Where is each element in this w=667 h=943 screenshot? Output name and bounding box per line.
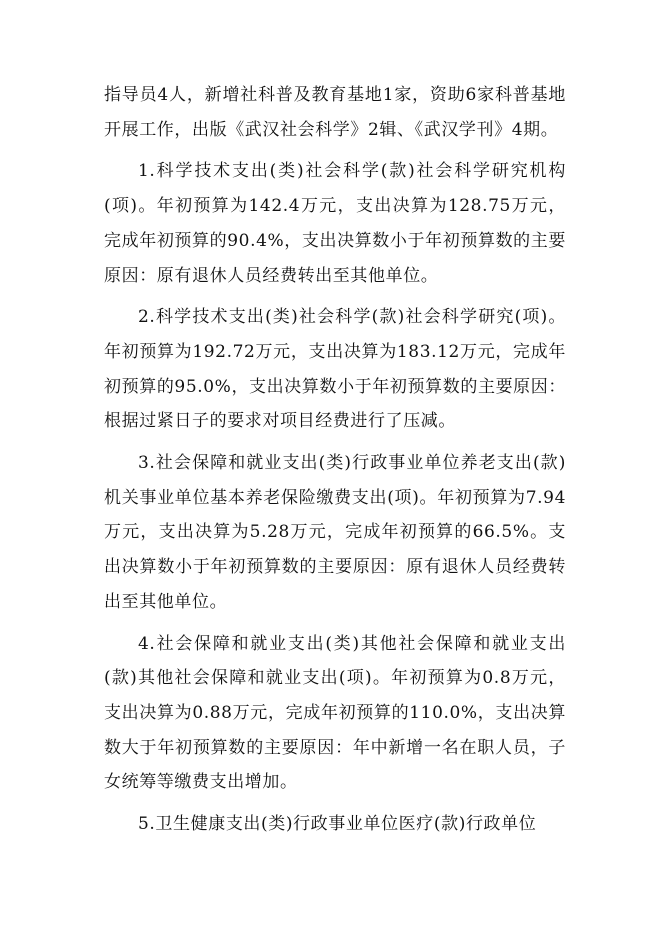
- paragraph-item-1: 1.科学技术支出(类)社会科学(款)社会科学研究机构(项)。年初预算为142.4万元，支出决算为128.75万元，完成年初预算的90.4%，支出决算数小于年初预算数的主要原因：原有退休人员经费转出至其他单位。: [104, 161, 566, 286]
- document-body: [104, 78, 566, 849]
- paragraph-item-4: 4.社会保障和就业支出(类)其他社会保障和就业支出(款)其他社会保障和就业支出(项)。年初预算为0.8万元，支出决算为0.88万元，完成年初预算的110.0%，支出决算数大于年初预算数的主要原因：年中新增一名在职人员，子女统筹等缴费支出增加。: [104, 633, 566, 793]
- paragraph-item-3: 3.社会保障和就业支出(类)行政事业单位养老支出(款)机关事业单位基本养老保险缴费支出(项)。年初预算为7.94万元，支出决算为5.28万元，完成年初预算的66.5%。支出决算数小于年初预算数的主要原因：原有退休人员经费转出至其他单位。: [104, 453, 566, 612]
- paragraph-item-2: 2.科学技术支出(类)社会科学(款)社会科学研究(项)。年初预算为192.72万元，支出决算为183.12万元，完成年初预算的95.0%，支出决算数小于年初预算数的主要原因：根据过紧日子的要求对项目经费进行了压减。: [104, 307, 566, 432]
- paragraph-item-5: 5.卫生健康支出(类)行政事业单位医疗(款)行政单位: [138, 814, 537, 835]
- paragraph-intro-continuation: 指导员4人，新增社科普及教育基地1家，资助6家科普基地开展工作，出版《武汉社会科学》2辑、《武汉学刊》4期。: [104, 85, 566, 140]
